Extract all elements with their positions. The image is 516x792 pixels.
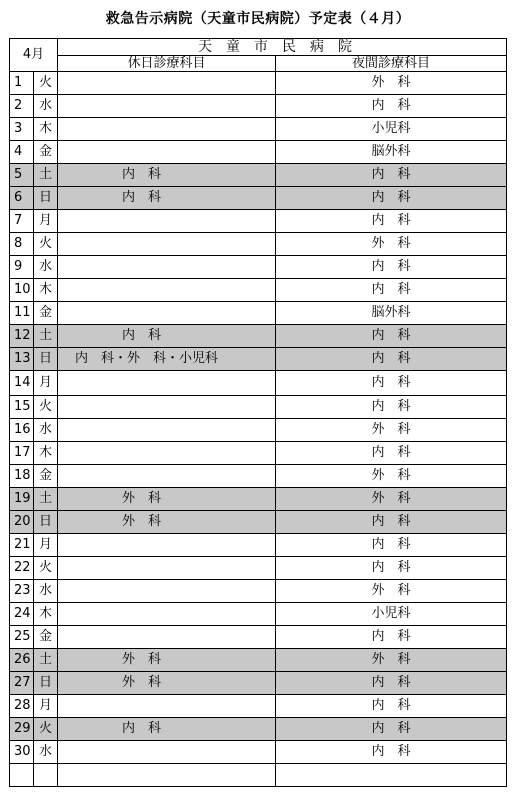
night-dept-cell: 内 科	[276, 256, 507, 279]
table-row	[10, 718, 507, 741]
weekday-cell: 木	[34, 442, 58, 465]
night-dept-cell: 脳外科	[276, 141, 507, 164]
holiday-dept-cell: 外 科	[58, 511, 276, 534]
day-cell: 29	[10, 718, 34, 741]
holiday-dept-cell	[58, 95, 276, 118]
weekday-cell: 金	[34, 141, 58, 164]
night-dept-cell: 外 科	[276, 72, 507, 95]
table-row	[10, 442, 507, 465]
holiday-dept-cell	[58, 465, 276, 488]
day-cell: 25	[10, 626, 34, 649]
day-cell: 9	[10, 256, 34, 279]
holiday-dept-cell	[58, 603, 276, 626]
weekday-cell: 月	[34, 534, 58, 557]
night-dept-cell: 内 科	[276, 396, 507, 419]
weekday-cell: 木	[34, 603, 58, 626]
table-row	[10, 187, 507, 210]
holiday-dept-cell: 内 科	[58, 325, 276, 348]
night-dept-cell: 外 科	[276, 488, 507, 511]
weekday-cell: 水	[34, 256, 58, 279]
empty-row	[10, 764, 507, 787]
night-dept-cell: 内 科	[276, 672, 507, 695]
holiday-dept-cell	[58, 419, 276, 442]
weekday-cell: 月	[34, 210, 58, 233]
holiday-dept-cell	[58, 626, 276, 649]
day-cell: 22	[10, 557, 34, 580]
holiday-dept-cell	[58, 72, 276, 95]
night-dept-cell: 外 科	[276, 465, 507, 488]
weekday-cell: 水	[34, 741, 58, 764]
night-dept-cell: 内 科	[276, 348, 507, 371]
day-cell: 11	[10, 302, 34, 325]
month-header: 4月	[10, 39, 58, 72]
table-row	[10, 419, 507, 442]
table-row	[10, 164, 507, 187]
table-row	[10, 233, 507, 256]
weekday-cell: 水	[34, 95, 58, 118]
night-dept-cell: 内 科	[276, 741, 507, 764]
day-cell: 19	[10, 488, 34, 511]
night-dept-cell: 内 科	[276, 279, 507, 302]
night-dept-cell: 内 科	[276, 210, 507, 233]
holiday-dept-cell	[58, 141, 276, 164]
holiday-column-header: 休日診療科目	[58, 56, 276, 72]
night-dept-cell: 外 科	[276, 233, 507, 256]
table-row	[10, 649, 507, 672]
night-dept-cell: 外 科	[276, 580, 507, 603]
holiday-dept-cell	[58, 118, 276, 141]
table-row	[10, 72, 507, 95]
day-cell: 16	[10, 419, 34, 442]
day-cell: 20	[10, 511, 34, 534]
holiday-dept-cell	[58, 302, 276, 325]
table-row	[10, 580, 507, 603]
table-row	[10, 626, 507, 649]
holiday-dept-cell: 内 科	[58, 187, 276, 210]
schedule-table	[9, 38, 507, 787]
weekday-cell: 月	[34, 695, 58, 718]
day-cell: 13	[10, 348, 34, 371]
day-cell: 18	[10, 465, 34, 488]
night-dept-cell: 外 科	[276, 649, 507, 672]
weekday-cell: 火	[34, 233, 58, 256]
table-row	[10, 603, 507, 626]
day-cell: 12	[10, 325, 34, 348]
night-dept-cell: 内 科	[276, 626, 507, 649]
night-dept-cell: 小児科	[276, 603, 507, 626]
holiday-dept-cell	[58, 534, 276, 557]
day-cell: 4	[10, 141, 34, 164]
night-dept-cell: 内 科	[276, 371, 507, 396]
empty-cell	[10, 764, 34, 787]
table-row	[10, 741, 507, 764]
day-cell: 30	[10, 741, 34, 764]
table-row	[10, 396, 507, 419]
night-dept-cell: 内 科	[276, 95, 507, 118]
weekday-cell: 火	[34, 557, 58, 580]
empty-cell	[276, 764, 507, 787]
day-cell: 24	[10, 603, 34, 626]
night-dept-cell: 内 科	[276, 325, 507, 348]
weekday-cell: 木	[34, 279, 58, 302]
day-cell: 1	[10, 72, 34, 95]
weekday-cell: 火	[34, 72, 58, 95]
weekday-cell: 木	[34, 118, 58, 141]
weekday-cell: 土	[34, 164, 58, 187]
page-title: 救急告示病院（天童市民病院）予定表（４月）	[105, 11, 411, 27]
holiday-dept-cell	[58, 580, 276, 603]
holiday-dept-cell: 外 科	[58, 672, 276, 695]
table-row	[10, 488, 507, 511]
table-row	[10, 95, 507, 118]
weekday-cell: 日	[34, 511, 58, 534]
day-cell: 28	[10, 695, 34, 718]
table-row	[10, 534, 507, 557]
day-cell: 8	[10, 233, 34, 256]
day-cell: 6	[10, 187, 34, 210]
table-row	[10, 279, 507, 302]
table-row	[10, 465, 507, 488]
night-dept-cell: 内 科	[276, 695, 507, 718]
weekday-cell: 土	[34, 649, 58, 672]
weekday-cell: 水	[34, 580, 58, 603]
night-dept-cell: 内 科	[276, 511, 507, 534]
weekday-cell: 火	[34, 718, 58, 741]
holiday-dept-cell: 内 科	[58, 164, 276, 187]
holiday-dept-cell	[58, 442, 276, 465]
weekday-cell: 日	[34, 187, 58, 210]
holiday-dept-cell	[58, 233, 276, 256]
night-dept-cell: 内 科	[276, 187, 507, 210]
weekday-cell: 月	[34, 371, 58, 396]
table-row	[10, 371, 507, 396]
day-cell: 3	[10, 118, 34, 141]
holiday-dept-cell	[58, 210, 276, 233]
night-dept-cell: 内 科	[276, 534, 507, 557]
weekday-cell: 土	[34, 325, 58, 348]
holiday-dept-cell: 内 科	[58, 718, 276, 741]
day-cell: 7	[10, 210, 34, 233]
weekday-cell: 水	[34, 419, 58, 442]
holiday-dept-cell	[58, 396, 276, 419]
hospital-header: 天童市民病院	[58, 39, 507, 56]
holiday-dept-cell	[58, 279, 276, 302]
holiday-dept-cell	[58, 557, 276, 580]
holiday-dept-cell: 外 科	[58, 649, 276, 672]
holiday-dept-cell	[58, 741, 276, 764]
night-dept-cell: 内 科	[276, 442, 507, 465]
night-dept-cell: 外 科	[276, 419, 507, 442]
weekday-cell: 金	[34, 465, 58, 488]
table-row	[10, 557, 507, 580]
table-row	[10, 672, 507, 695]
night-dept-cell: 内 科	[276, 718, 507, 741]
table-row	[10, 141, 507, 164]
day-cell: 17	[10, 442, 34, 465]
day-cell: 14	[10, 371, 34, 396]
day-cell: 27	[10, 672, 34, 695]
day-cell: 23	[10, 580, 34, 603]
table-row	[10, 511, 507, 534]
table-row	[10, 325, 507, 348]
holiday-dept-cell	[58, 371, 276, 396]
weekday-cell: 日	[34, 672, 58, 695]
day-cell: 15	[10, 396, 34, 419]
day-cell: 26	[10, 649, 34, 672]
day-cell: 5	[10, 164, 34, 187]
holiday-dept-cell: 外 科	[58, 488, 276, 511]
table-row	[10, 256, 507, 279]
holiday-dept-cell: 内 科・外 科・小児科	[58, 348, 276, 371]
night-dept-cell: 小児科	[276, 118, 507, 141]
weekday-cell: 土	[34, 488, 58, 511]
holiday-dept-cell	[58, 695, 276, 718]
table-row	[10, 118, 507, 141]
empty-cell	[34, 764, 58, 787]
weekday-cell: 日	[34, 348, 58, 371]
weekday-cell: 火	[34, 396, 58, 419]
table-row	[10, 210, 507, 233]
schedule-body	[10, 72, 507, 787]
day-cell: 2	[10, 95, 34, 118]
day-cell: 21	[10, 534, 34, 557]
night-column-header: 夜間診療科目	[276, 56, 507, 72]
empty-cell	[58, 764, 276, 787]
table-row	[10, 348, 507, 371]
table-row	[10, 302, 507, 325]
night-dept-cell: 内 科	[276, 164, 507, 187]
weekday-cell: 金	[34, 626, 58, 649]
table-row	[10, 695, 507, 718]
weekday-cell: 金	[34, 302, 58, 325]
night-dept-cell: 脳外科	[276, 302, 507, 325]
night-dept-cell: 内 科	[276, 557, 507, 580]
day-cell: 10	[10, 279, 34, 302]
holiday-dept-cell	[58, 256, 276, 279]
